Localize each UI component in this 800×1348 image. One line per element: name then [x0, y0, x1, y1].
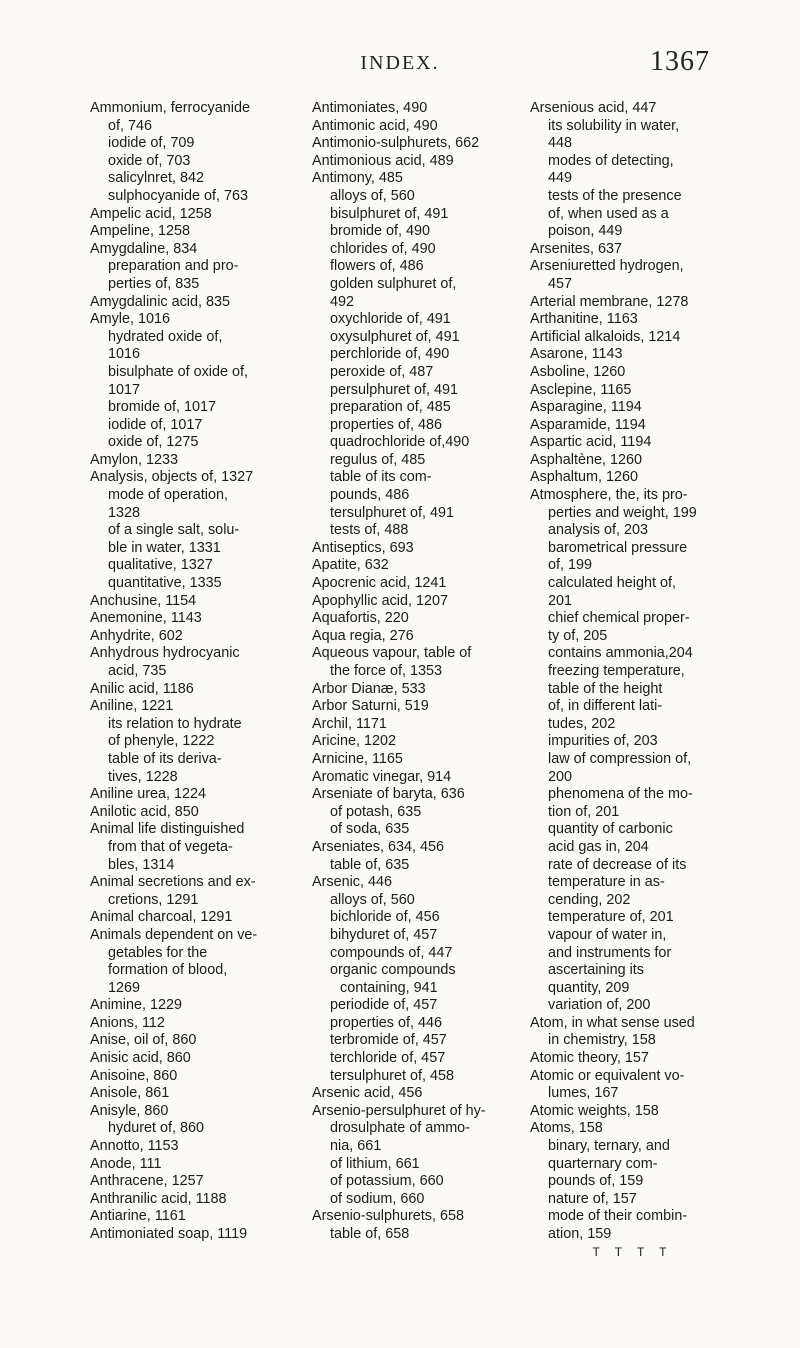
index-subentry: tudes, 202 — [548, 715, 616, 732]
index-entry: Arbor Dianæ, 533 — [312, 680, 426, 697]
index-subentry: formation of blood, — [108, 962, 228, 979]
index-subentry: bisulphuret of, 491 — [330, 205, 449, 222]
index-subentry: 1016 — [108, 346, 141, 363]
index-entry: Arnicine, 1165 — [312, 750, 403, 767]
index-subentry: impurities of, 203 — [548, 733, 658, 750]
index-subentry: 492 — [330, 293, 355, 310]
index-entry: Arseniates, 634, 456 — [312, 838, 445, 855]
index-subentry: sulphocyanide of, 763 — [108, 187, 249, 204]
index-subentry: ty of, 205 — [548, 627, 608, 644]
index-subentry: terchloride of, 457 — [330, 1050, 446, 1067]
index-entry: Asboline, 1260 — [530, 363, 626, 380]
index-subentry: bromide of, 1017 — [108, 399, 217, 416]
index-entry: Ampeline, 1258 — [90, 223, 191, 240]
index-entry: Ammonium, ferrocyanide — [90, 100, 250, 116]
index-column-3 — [530, 100, 735, 1261]
index-subentry: compounds of, 447 — [330, 944, 453, 961]
index-subentry: and instruments for — [548, 944, 672, 961]
index-entry: Anisole, 861 — [90, 1085, 170, 1102]
index-subentry: 1269 — [108, 979, 141, 996]
index-entry: Asclepine, 1165 — [530, 381, 632, 398]
index-subentry: perchloride of, 490 — [330, 346, 450, 363]
index-subentry: 1017 — [108, 381, 141, 398]
index-entry: Annotto, 1153 — [90, 1138, 179, 1155]
index-subentry: bles, 1314 — [108, 856, 175, 873]
index-entry: Aqueous vapour, table of — [312, 645, 472, 662]
index-entry: Animal life distinguished — [90, 821, 245, 838]
index-entry: Anhydrous hydrocyanic — [90, 645, 240, 662]
index-subentry: of phenyle, 1222 — [108, 733, 215, 750]
index-entry: Apophyllic acid, 1207 — [312, 592, 449, 609]
index-subentry: 449 — [548, 170, 573, 187]
index-entry: Artificial alkaloids, 1214 — [530, 328, 681, 345]
index-entry: Anemonine, 1143 — [90, 610, 202, 627]
index-subentry: law of compression of, — [548, 750, 692, 767]
index-entry: Atoms, 158 — [530, 1120, 603, 1137]
index-subentry: nature of, 157 — [548, 1190, 637, 1207]
index-subentry: properties of, 446 — [330, 1014, 442, 1031]
index-subentry: ble in water, 1331 — [108, 539, 221, 556]
index-subentry: bromide of, 490 — [330, 223, 430, 240]
index-entry: Arthanitine, 1163 — [530, 311, 638, 328]
index-subentry: tersulphuret of, 491 — [330, 504, 454, 521]
index-subentry: pounds of, 159 — [548, 1173, 644, 1190]
index-subentry: containing, 941 — [340, 979, 438, 996]
index-subentry: mode of their combin- — [548, 1208, 688, 1225]
index-subentry: 448 — [548, 135, 573, 152]
index-subentry: tives, 1228 — [108, 768, 178, 785]
index-subentry: of, in different lati- — [548, 698, 663, 715]
index-subentry: drosulphate of ammo- — [330, 1120, 470, 1137]
index-subentry: bisulphate of oxide of, — [108, 363, 249, 380]
index-subentry: acid gas in, 204 — [548, 838, 649, 855]
index-subentry: of potassium, 660 — [330, 1173, 444, 1190]
index-entry: Aqua regia, 276 — [312, 627, 414, 644]
index-entry: Aniline, 1221 — [90, 698, 174, 715]
index-entry: Amyle, 1016 — [90, 311, 170, 328]
index-subentry: tests of the presence — [548, 187, 682, 204]
index-subentry: organic compounds — [330, 962, 456, 979]
index-subentry: from that of vegeta- — [108, 838, 233, 855]
index-column-1 — [90, 100, 295, 1244]
index-subentry: persulphuret of, 491 — [330, 381, 459, 398]
index-subentry: in chemistry, 158 — [548, 1032, 656, 1049]
index-entry: Antimonic acid, 490 — [312, 117, 438, 134]
index-subentry: regulus of, 485 — [330, 451, 426, 468]
index-entry: Asarone, 1143 — [530, 346, 623, 363]
index-subentry: of, 199 — [548, 557, 593, 574]
index-subentry: quarternary com- — [548, 1155, 658, 1172]
index-subentry: peroxide of, 487 — [330, 363, 434, 380]
index-subentry: salicylnret, 842 — [108, 170, 204, 187]
index-subentry: cretions, 1291 — [108, 891, 199, 908]
index-subentry: of sodium, 660 — [330, 1190, 425, 1207]
index-subentry: 201 — [548, 592, 573, 609]
index-subentry: freezing temperature, — [548, 663, 685, 679]
index-entry: Archil, 1171 — [312, 715, 387, 732]
index-subentry: golden sulphuret of, — [330, 275, 457, 292]
index-entry: Animine, 1229 — [90, 997, 183, 1014]
index-subentry: 1328 — [108, 504, 141, 521]
index-entry: Atomic theory, 157 — [530, 1050, 649, 1067]
index-entry: Anhydrite, 602 — [90, 627, 183, 644]
index-entry: Anchusine, 1154 — [90, 592, 197, 609]
index-entry: Antimonio-sulphurets, 662 — [312, 135, 480, 152]
index-subentry: iodide of, 709 — [108, 135, 195, 152]
index-entry: Antimony, 485 — [312, 170, 403, 187]
index-subentry: calculated height of, — [548, 575, 677, 592]
index-subentry: cending, 202 — [548, 891, 631, 908]
index-subentry: of soda, 635 — [330, 821, 410, 838]
index-subentry: temperature in as- — [548, 874, 665, 891]
index-subentry: oxide of, 703 — [108, 152, 191, 169]
index-subentry: preparation and pro- — [108, 258, 239, 275]
index-subentry: perties of, 835 — [108, 275, 200, 292]
index-column-2 — [312, 100, 517, 1244]
index-entry: Anisyle, 860 — [90, 1102, 169, 1119]
index-subentry: bichloride of, 456 — [330, 909, 440, 926]
index-entry: Aricine, 1202 — [312, 733, 396, 750]
index-entry: Atmosphere, the, its pro- — [530, 487, 688, 504]
index-subentry: temperature of, 201 — [548, 909, 674, 926]
index-entry: Arsenio-persulphuret of hy- — [312, 1102, 486, 1119]
index-subentry: oxychloride of, 491 — [330, 311, 451, 328]
index-subentry: table of, 658 — [330, 1226, 410, 1242]
index-subentry: oxide of, 1275 — [108, 434, 199, 451]
index-subentry: ation, 159 — [548, 1226, 612, 1242]
index-subentry: of lithium, 661 — [330, 1155, 420, 1172]
index-subentry: its relation to hydrate — [108, 715, 242, 732]
index-entry: Aquafortis, 220 — [312, 610, 409, 627]
index-entry: Amylon, 1233 — [90, 451, 178, 468]
index-entry: Arseniuretted hydrogen, — [530, 258, 684, 275]
index-entry: Amygdalinic acid, 835 — [90, 293, 230, 310]
index-entry: Anilic acid, 1186 — [90, 680, 194, 697]
index-subentry: alloys of, 560 — [330, 891, 415, 908]
index-entry: Asparamide, 1194 — [530, 416, 646, 433]
index-subentry: getables for the — [108, 944, 208, 961]
index-entry: Arbor Saturni, 519 — [312, 698, 429, 715]
index-entry: Arsenic, 446 — [312, 874, 392, 891]
index-entry: Antimoniates, 490 — [312, 100, 428, 116]
index-subentry: chlorides of, 490 — [330, 240, 436, 257]
index-entry: Anthranilic acid, 1188 — [90, 1190, 227, 1207]
index-subentry: analysis of, 203 — [548, 522, 648, 539]
index-subentry: periodide of, 457 — [330, 997, 438, 1014]
index-subentry: pounds, 486 — [330, 487, 410, 504]
index-subentry: quantity, 209 — [548, 979, 630, 996]
index-subentry: tion of, 201 — [548, 803, 620, 820]
index-subentry: rate of decrease of its — [548, 856, 687, 873]
index-entry: Animals dependent on ve- — [90, 926, 258, 943]
index-subentry: table of, 635 — [330, 856, 410, 873]
index-subentry: preparation of, 485 — [330, 399, 451, 416]
index-entry: Antimonious acid, 489 — [312, 152, 454, 169]
index-entry: Asphaltum, 1260 — [530, 469, 639, 486]
index-entry: Arseniate of baryta, 636 — [312, 786, 465, 803]
index-subentry: alloys of, 560 — [330, 187, 415, 204]
index-subentry: its solubility in water, — [548, 117, 680, 134]
index-subentry: modes of detecting, — [548, 152, 674, 169]
index-entry: Anise, oil of, 860 — [90, 1032, 197, 1049]
index-entry: Anions, 112 — [90, 1014, 165, 1031]
index-entry: Antimoniated soap, 1119 — [90, 1226, 248, 1242]
index-entry: Analysis, objects of, 1327 — [90, 469, 254, 486]
index-subentry: nia, 661 — [330, 1138, 382, 1155]
index-entry: Arterial membrane, 1278 — [530, 293, 689, 310]
index-subentry: of, when used as a — [548, 205, 669, 222]
index-entry: Aniline urea, 1224 — [90, 786, 207, 803]
index-subentry: table of its com- — [330, 469, 432, 486]
index-subentry: binary, ternary, and — [548, 1138, 670, 1155]
index-subentry: properties of, 486 — [330, 416, 442, 433]
index-entry: Arsenites, 637 — [530, 240, 622, 257]
index-entry: Animal secretions and ex- — [90, 874, 256, 891]
index-subentry: of potash, 635 — [330, 803, 422, 820]
index-entry: Asphaltène, 1260 — [530, 451, 643, 468]
index-entry: Arsenic acid, 456 — [312, 1085, 423, 1102]
index-subentry: lumes, 167 — [548, 1085, 619, 1102]
index-subentry: ascertaining its — [548, 962, 644, 979]
index-subentry: table of the height — [548, 680, 663, 697]
index-entry: Arsenious acid, 447 — [530, 100, 657, 116]
index-subentry: 457 — [548, 275, 573, 292]
index-entry: Aspartic acid, 1194 — [530, 434, 652, 451]
index-subentry: poison, 449 — [548, 223, 623, 240]
index-entry: Aromatic vinegar, 914 — [312, 768, 452, 785]
index-entry: Atomic or equivalent vo- — [530, 1067, 685, 1084]
index-subentry: of, 746 — [108, 117, 153, 134]
index-subentry: phenomena of the mo- — [548, 786, 693, 803]
index-subentry: flowers of, 486 — [330, 258, 424, 275]
page-header — [0, 46, 800, 86]
index-entry: Anode, 111 — [90, 1155, 162, 1172]
index-subentry: barometrical pressure — [548, 539, 688, 556]
index-subentry: variation of, 200 — [548, 997, 651, 1014]
index-subentry: tests of, 488 — [330, 522, 409, 539]
signature-mark: T T T T — [592, 1244, 673, 1259]
index-subentry: quadrochloride of,490 — [330, 434, 470, 451]
index-subentry: the force of, 1353 — [330, 663, 443, 679]
page-title: INDEX. — [360, 52, 440, 74]
index-entry: Apatite, 632 — [312, 557, 389, 574]
index-entry: Ampelic acid, 1258 — [90, 205, 212, 222]
index-entry: Antiseptics, 693 — [312, 539, 414, 556]
index-subentry: tersulphuret of, 458 — [330, 1067, 454, 1084]
index-entry: Anthracene, 1257 — [90, 1173, 204, 1190]
page-number: 1367 — [650, 46, 710, 77]
index-subentry: table of its deriva- — [108, 750, 222, 767]
index-subentry: contains ammonia,204 — [548, 645, 693, 662]
index-subentry: chief chemical proper- — [548, 610, 690, 627]
index-subentry: oxysulphuret of, 491 — [330, 328, 460, 345]
index-subentry: quantitative, 1335 — [108, 575, 222, 592]
index-columns — [90, 100, 730, 1330]
index-entry: Antiarine, 1161 — [90, 1208, 186, 1225]
index-entry: Anilotic acid, 850 — [90, 803, 199, 820]
index-subentry: perties and weight, 199 — [548, 504, 697, 521]
index-entry: Arsenio-sulphurets, 658 — [312, 1208, 464, 1225]
index-subentry: iodide of, 1017 — [108, 416, 203, 433]
index-entry: Atom, in what sense used — [530, 1014, 695, 1031]
index-subentry: mode of operation, — [108, 487, 229, 504]
index-subentry: acid, 735 — [108, 663, 167, 679]
index-entry: Asparagine, 1194 — [530, 399, 642, 416]
index-entry: Anisoine, 860 — [90, 1067, 178, 1084]
index-entry: Anisic acid, 860 — [90, 1050, 191, 1067]
index-entry: Apocrenic acid, 1241 — [312, 575, 447, 592]
index-subentry: 200 — [548, 768, 573, 785]
index-subentry: terbromide of, 457 — [330, 1032, 447, 1049]
index-subentry: qualitative, 1327 — [108, 557, 213, 574]
index-entry: Animal charcoal, 1291 — [90, 909, 233, 926]
index-entry: Atomic weights, 158 — [530, 1102, 659, 1119]
index-subentry: hydrated oxide of, — [108, 328, 223, 345]
index-subentry: bihyduret of, 457 — [330, 926, 438, 943]
index-subentry: vapour of water in, — [548, 926, 667, 943]
index-subentry: hyduret of, 860 — [108, 1120, 205, 1137]
index-entry: Amygdaline, 834 — [90, 240, 198, 257]
index-subentry: of a single salt, solu- — [108, 522, 240, 539]
index-subentry: quantity of carbonic — [548, 821, 673, 838]
